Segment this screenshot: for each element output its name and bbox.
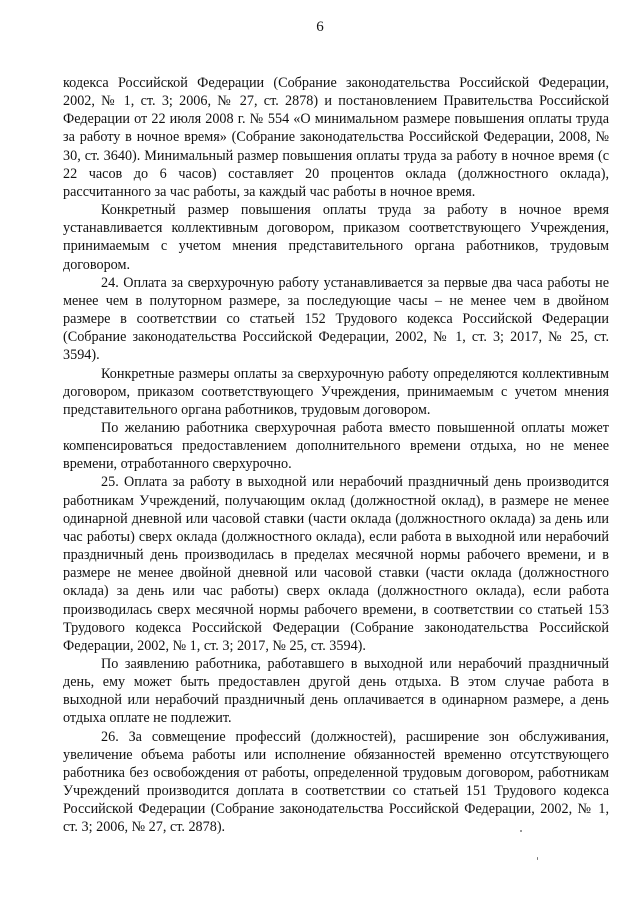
paragraph-24-overtime-pay: 24. Оплата за сверхурочную работу устанавливается за первые два часа работы не менее чем в полуторном размере, за последующие часы – не менее чем в двойном размере в соответствии со статьей 152 Трудового кодекса Российской Федерации (Собрание законодательства Российской Федерации, 2002, № 1, ст. 3; 2017, № 25, ст. 3594).	[63, 274, 609, 364]
paragraph-night-work-continuation: кодекса Российской Федерации (Собрание законодательства Российской Федерации, 2002, № 1, ст. 3; 2006, № 27, ст. 2878) и постановлением Правительства Российской Федерации от 22 июля 2008 г. № 554 «О минимальном размере повышения оплаты труда за работу в ночное время» (Собрание законодательства Российской Федерации, 2008, № 30, ст. 3640). Минимальный размер повышения оплаты труда за работу в ночное время (с 22 часов до 6 часов) составляет 20 процентов оклада (должностного оклада), рассчитанного за час работы, за каждый час работы в ночное время.	[63, 75, 609, 200]
scan-speck	[520, 830, 522, 832]
paragraph-overtime-compensation: По желанию работника сверхурочная работа вместо повышенной оплаты может компенсироваться предоставлением дополнительного времени отдыха, но не менее времени, отработанного сверхурочно.	[63, 419, 609, 473]
paragraph-overtime-amounts: Конкретные размеры оплаты за сверхурочную работу определяются коллективным договором, приказом соответствующего Учреждения, принимаемым с учетом мнения представительного органа работников, трудовым договором.	[63, 365, 609, 418]
paragraph-holiday-day-off: По заявлению работника, работавшего в выходной или нерабочий праздничный день, ему может быть предоставлен другой день отдыха. В этом случае работа в выходной или нерабочий праздничный день оплачивается в одинарном размере, а день отдыха оплате не подлежит.	[63, 656, 609, 727]
paragraph-25-holiday-pay: 25. Оплата за работу в выходной или нерабочий праздничный день производится работникам Учреждений, получающим оклад (должностной оклад), в размере не менее одинарной дневной или часовой ставки (части оклада (должностного оклада) за день или час работы) сверх оклада (должностного оклада), если работа в выходной или нерабочий праздничный день производилась в пределах месячной нормы рабочего времени, и в размере не менее двойной дневной или часовой ставки (части оклада (должностного оклада) за день или час работы) сверх оклада (должностного оклада), если работа производилась сверх месячной нормы рабочего времени, в соответствии со статьей 153 Трудового кодекса Российской Федерации (Собрание законодательства Российской Федерации, 2002, № 1, ст. 3; 2017, № 25, ст. 3594).	[63, 474, 609, 654]
document-body	[63, 74, 609, 837]
paragraph-night-work-amount: Конкретный размер повышения оплаты труда за работу в ночное время устанавливается коллективным договором, приказом соответствующего Учреждения, принимаемым с учетом мнения представительного органа работников, трудовым договором.	[63, 202, 609, 273]
scan-speck	[537, 857, 538, 860]
page-number: 6	[316, 19, 324, 35]
paragraph-26-combined-duties: 26. За совмещение профессий (должностей), расширение зон обслуживания, увеличение объема работы или исполнение обязанностей временно отсутствующего работника без освобождения от работы, определенной трудовым договором, работникам Учреждений производится доплата в соответствии со статьей 151 Трудового кодекса Российской Федерации (Собрание законодательства Российской Федерации, 2002, № 1, ст. 3; 2006, № 27, ст. 2878).	[63, 728, 609, 836]
